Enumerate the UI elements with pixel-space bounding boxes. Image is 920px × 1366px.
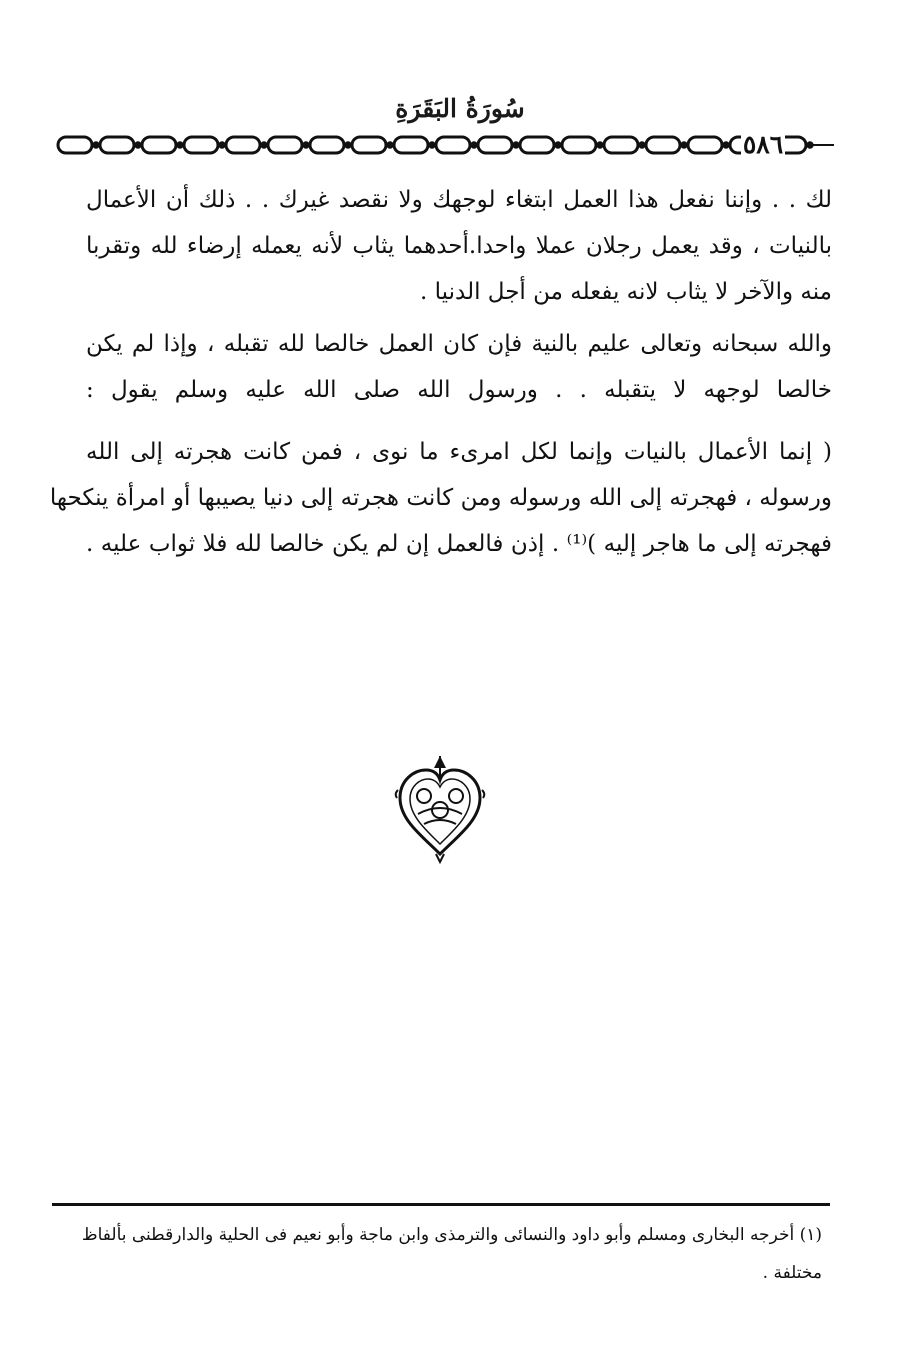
border-dot [94, 143, 98, 147]
text-line: لك . . وإننا نفعل هذا العمل ابتغاء لوجهك ولا نقصد غيرك . . ذلك أن الأعمال [86, 187, 832, 213]
border-link [688, 137, 722, 153]
border-dot [304, 143, 308, 147]
border-dot [136, 143, 140, 147]
text-line: فهجرته إلى ما هاجر إليه )⁽¹⁾ . إذن فالعمل إن لم يكن خالصا لله فلا ثواب عليه . [86, 531, 832, 557]
surah-title: سُورَةُ البَقَرَةِ [395, 94, 525, 123]
border-link [604, 137, 638, 153]
border-link [310, 137, 344, 153]
text-line: ( إنما الأعمال بالنيات وإنما لكل امرىء ما نوى ، فمن كانت هجرته إلى الله [86, 439, 832, 465]
paragraph-2 [86, 321, 832, 413]
border-link [352, 137, 386, 153]
paragraph-1 [86, 177, 832, 315]
border-link [142, 137, 176, 153]
border-link [478, 137, 512, 153]
border-dot [556, 143, 560, 147]
footnote-line: (١) أخرجه البخارى ومسلم وأبو داود والنسائى والترمذى وابن ماجة وأبو نعيم فى الحلية والدارقطنى بألفاظ [81, 1225, 822, 1245]
border-link [100, 137, 134, 153]
footnote-line: مختلفة . [762, 1263, 822, 1283]
border-link [268, 137, 302, 153]
border-dot [808, 143, 812, 147]
floral-heart-vignette-icon [394, 754, 486, 864]
border-dot [724, 143, 728, 147]
text-line: خالصا لوجهه لا يتقبله . . ورسول الله صلى الله عليه وسلم يقول : [86, 377, 832, 403]
border-dot [682, 143, 686, 147]
chain-link-border-icon [54, 128, 838, 162]
border-dot [640, 143, 644, 147]
text-line: بالنيات ، وقد يعمل رجلان عملا واحدا.أحدهما يثاب لأنه يعمله إرضاء لله وتقربا [86, 233, 832, 259]
text-line: ورسوله ، فهجرته إلى الله ورسوله ومن كانت هجرته إلى دنيا يصيبها أو امرأة ينكحها [49, 485, 832, 511]
footnote [80, 1216, 822, 1292]
border-link [184, 137, 218, 153]
border-link [436, 137, 470, 153]
border-dot [178, 143, 182, 147]
text-line: والله سبحانه وتعالى عليم بالنية فإن كان العمل خالصا لله تقبله ، وإذا لم يكن [86, 331, 832, 357]
border-dot [598, 143, 602, 147]
page-number: ٥٨٦ [742, 130, 784, 159]
border-dot [388, 143, 392, 147]
border-link [562, 137, 596, 153]
border-dot [220, 143, 224, 147]
border-link [520, 137, 554, 153]
border-link [226, 137, 260, 153]
border-link [394, 137, 428, 153]
border-dot [262, 143, 266, 147]
border-dot [514, 143, 518, 147]
paragraph-3-hadith [49, 429, 832, 567]
footnote-divider [52, 1203, 830, 1206]
border-dot [472, 143, 476, 147]
border-dot [346, 143, 350, 147]
border-dot [430, 143, 434, 147]
border-link [58, 137, 92, 153]
text-line: منه والآخر لا يثاب لانه يفعله من أجل الدنيا . [420, 279, 832, 305]
border-link [646, 137, 680, 153]
